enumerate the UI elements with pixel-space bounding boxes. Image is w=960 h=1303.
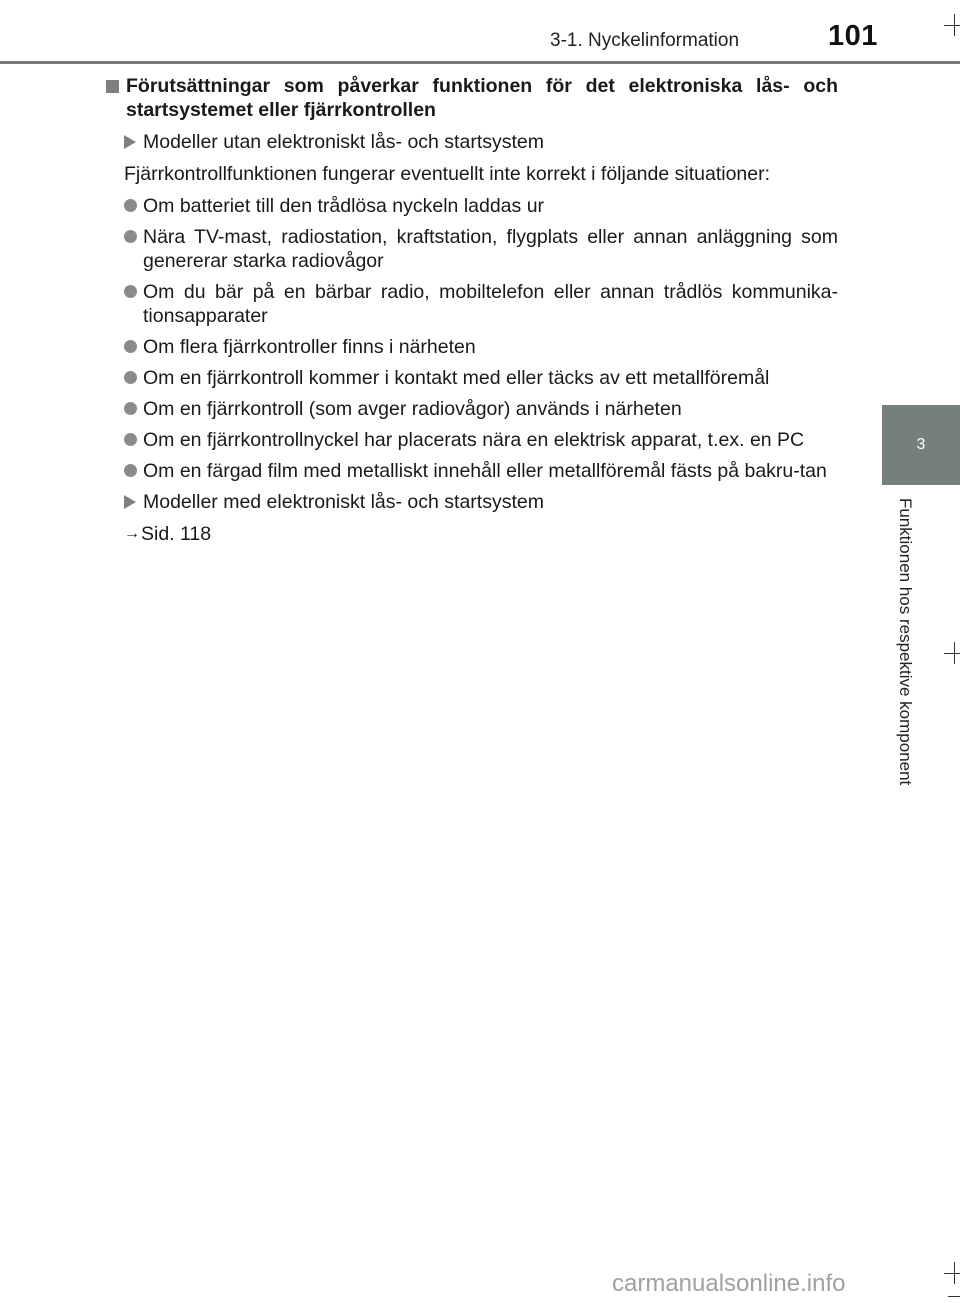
list-item bbox=[124, 459, 838, 483]
list-item-text: Om en fjärrkontroll (som avger radiovågor) används i närheten bbox=[143, 398, 682, 420]
list-item-text: Om flera fjärrkontroller finns i närheten bbox=[143, 336, 476, 358]
circle-bullet-icon bbox=[124, 464, 137, 477]
subheading-without-system bbox=[124, 130, 838, 154]
crop-mark bbox=[944, 653, 960, 654]
list-item bbox=[124, 397, 838, 421]
page-content bbox=[106, 74, 838, 546]
circle-bullet-icon bbox=[124, 199, 137, 212]
list-item-text: Om du bär på en bärbar radio, mobiltelefon eller annan trådlös kommunika-tionsapparater bbox=[143, 281, 838, 327]
list-item-text: Om en fjärrkontrollnyckel har placerats nära en elektrisk apparat, t.ex. en PC bbox=[143, 429, 805, 451]
circle-bullet-icon bbox=[124, 433, 137, 446]
page-number: 101 bbox=[828, 20, 878, 52]
circle-bullet-icon bbox=[124, 230, 137, 243]
circle-bullet-icon bbox=[124, 285, 137, 298]
subheading-with-system bbox=[124, 490, 838, 514]
page-reference-text: Sid. 118 bbox=[141, 523, 212, 545]
list-item bbox=[124, 225, 838, 273]
arrow-right-icon: → bbox=[124, 525, 140, 542]
list-item-text: Nära TV-mast, radiostation, kraftstation, flygplats eller annan anläggning som genererar starka radiovågor bbox=[143, 226, 838, 272]
circle-bullet-icon bbox=[124, 340, 137, 353]
crop-mark bbox=[944, 25, 960, 26]
list-item bbox=[124, 280, 838, 328]
footer-watermark: carmanualsonline.info bbox=[612, 1270, 846, 1297]
section-heading bbox=[106, 74, 838, 122]
list-item bbox=[124, 428, 838, 452]
section-heading-text: Förutsättningar som påverkar funktionen för det elektroniska lås- och startsystemet eller fjärrkontrollen bbox=[126, 75, 838, 121]
intro-paragraph: Fjärrkontrollfunktionen fungerar eventuellt inte korrekt i följande situationer: bbox=[124, 163, 771, 185]
subheading-text: Modeller utan elektroniskt lås- och startsystem bbox=[143, 131, 544, 153]
crop-mark bbox=[944, 1273, 960, 1274]
circle-bullet-icon bbox=[124, 371, 137, 384]
list-item-text: Om batteriet till den trådlösa nyckeln laddas ur bbox=[143, 195, 545, 217]
subheading-text: Modeller med elektroniskt lås- och startsystem bbox=[143, 491, 544, 513]
page-reference-link[interactable] bbox=[124, 522, 838, 546]
crop-mark bbox=[948, 1296, 960, 1297]
chapter-title: Funktionen hos respektive komponent bbox=[896, 498, 915, 786]
chapter-number: 3 bbox=[916, 436, 926, 453]
header-divider bbox=[0, 61, 960, 64]
square-bullet-icon bbox=[106, 80, 119, 93]
list-item bbox=[124, 194, 838, 218]
triangle-right-icon bbox=[124, 135, 136, 149]
chapter-tab bbox=[882, 405, 960, 485]
list-item-text: Om en färgad film med metalliskt innehåll eller metallföremål fästs på bakru-tan bbox=[143, 460, 827, 482]
triangle-right-icon bbox=[124, 495, 136, 509]
header-section-title: 3-1. Nyckelinformation bbox=[550, 30, 740, 51]
circle-bullet-icon bbox=[124, 402, 137, 415]
list-item bbox=[124, 366, 838, 390]
list-item-text: Om en fjärrkontroll kommer i kontakt med eller täcks av ett metallföremål bbox=[143, 367, 770, 389]
list-item bbox=[124, 335, 838, 359]
